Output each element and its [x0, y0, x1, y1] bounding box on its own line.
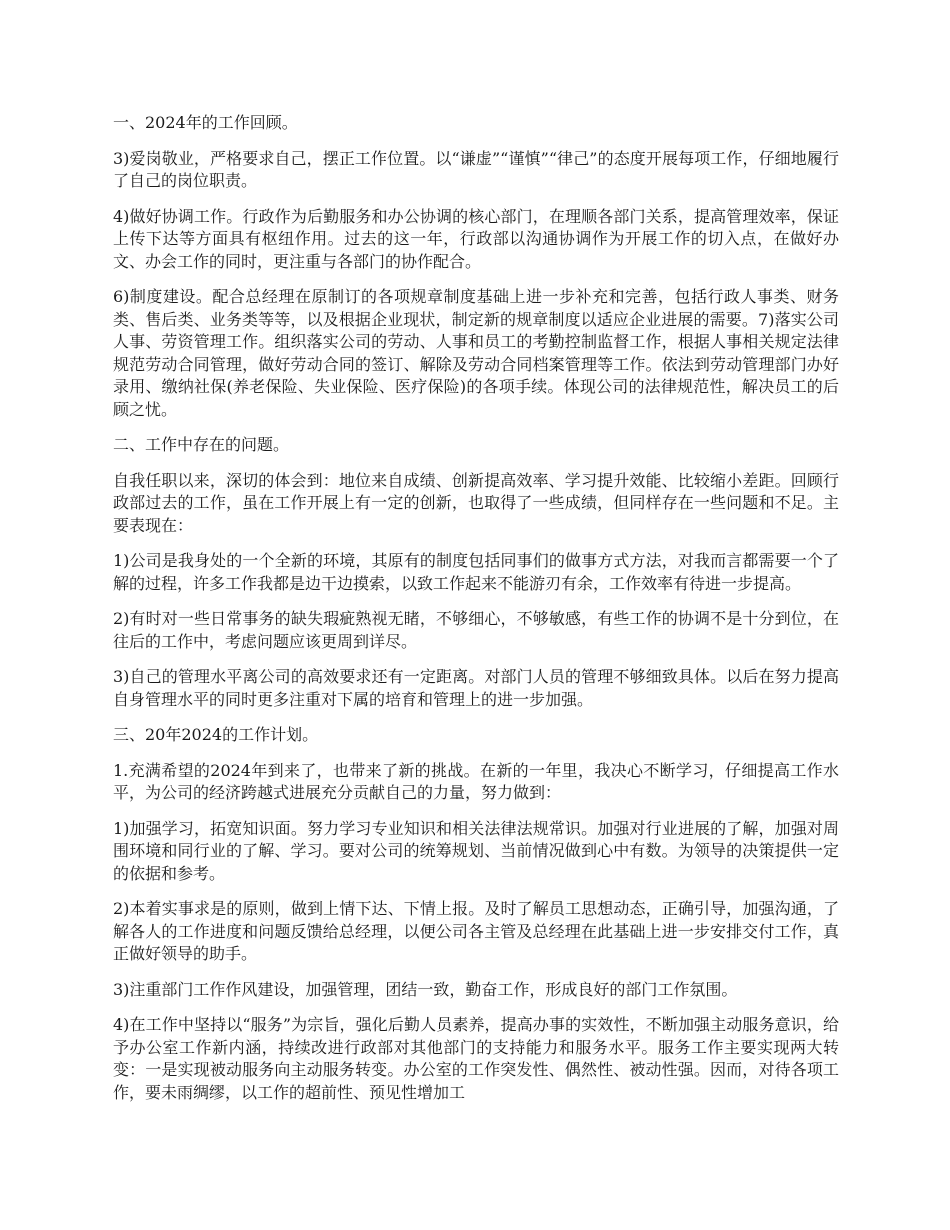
- paragraph-problem-1: 1)公司是我身处的一个全新的环境，其原有的制度包括同事们的做事方式方法，对我而言都需要一个了解的过程，许多工作我都是边干边摸索，以致工作起来不能游刃有余，工作效率有待进一步提高。: [113, 551, 839, 593]
- paragraph-plan-4: 4)在工作中坚持以“服务”为宗旨，强化后勤人员素养，提高办事的实效性，不断加强主动服务意识，给予办公室工作新内涵，持续改进行政部对其他部门的支持能力和服务水平。服务工作主要实现两大转变：一是实现被动服务向主动服务转变。办公室的工作突发性、偶然性、被动性强。因而，对待各项工作，要未雨绸缪，以工作的超前性、预见性增加工: [113, 1015, 839, 1102]
- paragraph-plan-1: 1)加强学习，拓宽知识面。努力学习专业知识和相关法律法规常识。加强对行业进展的了解，加强对周围环境和同行业的了解、学习。要对公司的统筹规划、当前情况做到心中有数。为领导的决策提供一定的依据和参考。: [113, 818, 839, 883]
- section-heading-problems: 二、工作中存在的问题。: [113, 435, 290, 454]
- paragraph-plan-intro: 1.充满希望的2024年到来了，也带来了新的挑战。在新的一年里，我决心不断学习，仔细提高工作水平，为公司的经济跨越式进展充分贡献自己的力量，努力做到：: [113, 760, 839, 802]
- paragraph-item-4-coordination: 4)做好协调工作。行政作为后勤服务和办公协调的核心部门，在理顺各部门关系，提高管理效率，保证上传下达等方面具有枢纽作用。过去的这一年，行政部以沟通协调作为开展工作的切入点，在做好办文、办会工作的同时，更注重与各部门的协作配合。: [113, 206, 839, 271]
- paragraph-problem-3: 3)自己的管理水平离公司的高效要求还有一定距离。对部门人员的管理不够细致具体。以后在努力提高自身管理水平的同时更多注重对下属的培育和管理上的进一步加强。: [113, 667, 839, 709]
- paragraph-problem-2: 2)有时对一些日常事务的缺失瑕疵熟视无睹，不够细心，不够敏感，有些工作的协调不是十分到位，在往后的工作中，考虑问题应该更周到详尽。: [113, 609, 839, 651]
- document-body: [113, 112, 839, 1117]
- section-heading-plan: 三、20年2024的工作计划。: [113, 725, 319, 744]
- section-heading-review: 一、2024年的工作回顾。: [113, 113, 298, 132]
- paragraph-plan-2: 2)本着实事求是的原则，做到上情下达、下情上报。及时了解员工思想动态，正确引导，加强沟通，了解各人的工作进度和问题反馈给总经理，以便公司各主管及总经理在此基础上进一步安排交付工作，真正做好领导的助手。: [113, 899, 839, 963]
- paragraph-plan-3: 3)注重部门工作作风建设，加强管理，团结一致，勤奋工作，形成良好的部门工作氛围。: [113, 979, 738, 999]
- paragraph-problems-intro: 自我任职以来，深切的体会到：地位来自成绩、创新提高效率、学习提升效能、比较缩小差距。回顾行政部过去的工作，虽在工作开展上有一定的创新，也取得了一些成绩，但同样存在一些问题和不足。主要表现在：: [113, 470, 839, 535]
- paragraph-item-6-system-building: 6)制度建设。配合总经理在原制订的各项规章制度基础上进一步补充和完善，包括行政人事类、财务类、售后类、业务类等等，以及根据企业现状，制定新的规章制度以适应企业进展的需要。7)落实公司人事、劳资管理工作。组织落实公司的劳动、人事和员工的考勤控制监督工作，根据人事相关规定法律规范劳动合同管理，做好劳动合同的签订、解除及劳动合同档案管理等工作。依法到劳动管理部门办好录用、缴纳社保(养老保险、失业保险、医疗保险)的各项手续。体现公司的法律规范性，解决员工的后顾之忧。: [113, 287, 839, 419]
- paragraph-item-3-dedication: 3)爱岗敬业，严格要求自己，摆正工作位置。以“谦虚”“谨慎”“律己”的态度开展每项工作，仔细地履行了自己的岗位职责。: [113, 148, 839, 190]
